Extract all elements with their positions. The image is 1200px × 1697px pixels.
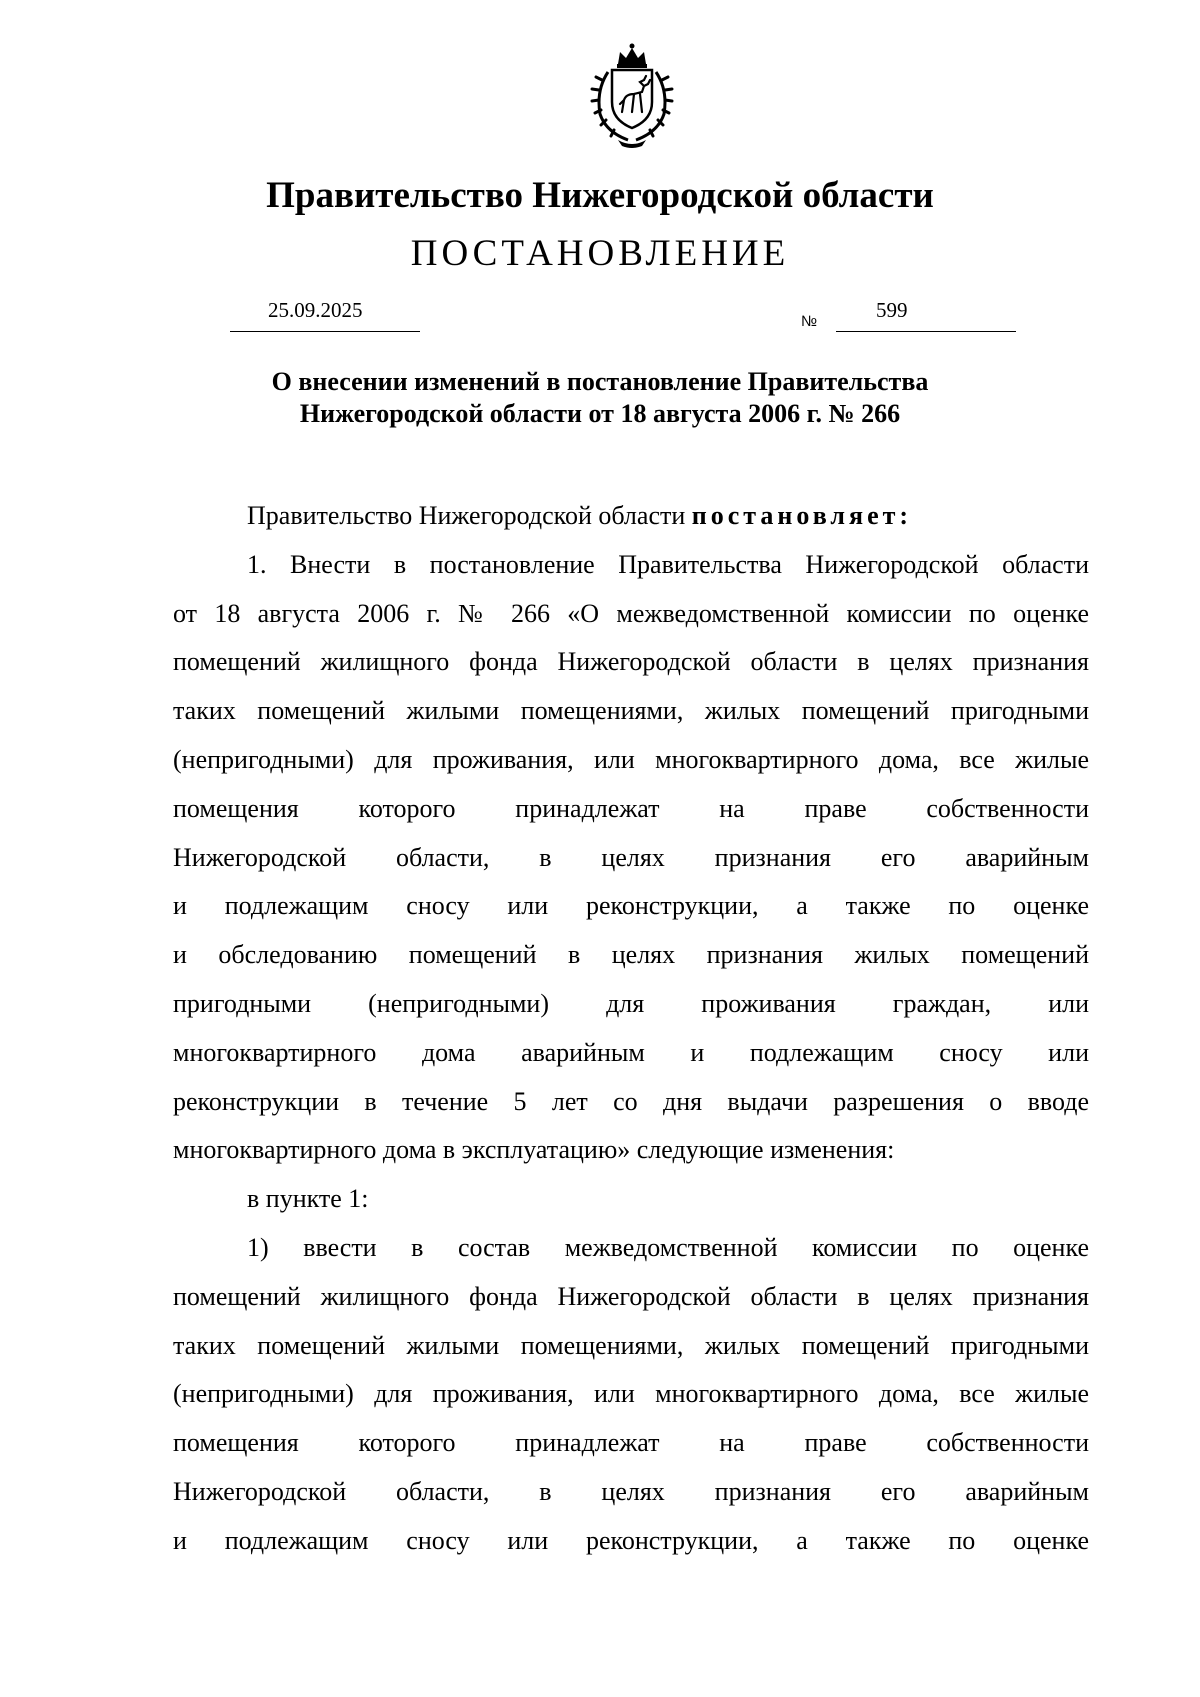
document-body: [173, 492, 1089, 1566]
body-line: таких помещений жилыми помещениями, жилых помещений пригодными: [173, 1330, 1089, 1360]
preamble: [173, 492, 1089, 541]
preamble-verb: постановляет:: [691, 501, 913, 530]
body-line: помещений жилищного фонда Нижегородской области в целях признания: [173, 1281, 1089, 1311]
body-line: (непригодными) для проживания, или многоквартирного дома, все жилые: [173, 1379, 1089, 1409]
document-date: 25.09.2025: [268, 298, 363, 322]
body-line: помещения которого принадлежат на праве собственности: [173, 1428, 1089, 1458]
coat-of-arms-icon: [578, 40, 686, 150]
body-line: 1. Внести в постановление Правительства Нижегородской области: [247, 549, 1089, 579]
body-line: помещения которого принадлежат на праве собственности: [173, 793, 1089, 823]
number-label: №: [801, 313, 818, 330]
body-line: и подлежащим сносу или реконструкции, а также по оценке: [173, 1525, 1089, 1555]
number-field: [836, 297, 1016, 332]
body-line: и подлежащим сносу или реконструкции, а также по оценке: [173, 891, 1089, 921]
body-line: реконструкции в течение 5 лет со дня выдачи разрешения о вводе: [173, 1086, 1089, 1116]
body-line: помещений жилищного фонда Нижегородской области в целях признания: [173, 647, 1089, 677]
body-line: таких помещений жилыми помещениями, жилых помещений пригодными: [173, 696, 1089, 726]
date-field: [230, 297, 420, 332]
body-line: (непригодными) для проживания, или многоквартирного дома, все жилые: [173, 744, 1089, 774]
body-line: многоквартирного дома в эксплуатацию» следующие изменения:: [173, 1135, 895, 1165]
body-line: пригодными (непригодными) для проживания граждан, или: [173, 988, 1089, 1018]
body-line: от 18 августа 2006 г. № 266 «О межведомственной комиссии по оценке: [173, 598, 1089, 628]
body-line: многоквартирного дома аварийным и подлежащим сносу или: [173, 1037, 1089, 1067]
document-type: ПОСТАНОВЛЕНИЕ: [410, 233, 790, 274]
body-line: Нижегородской области, в целях признания его аварийным: [173, 842, 1089, 872]
organization-name: Правительство Нижегородской области: [266, 175, 934, 216]
document-number: 599: [876, 298, 908, 322]
preamble-text: Правительство Нижегородской области: [247, 501, 692, 530]
body-line: и обследованию помещений в целях признания жилых помещений: [173, 940, 1089, 970]
title-line: Нижегородской области от 18 августа 2006 г. № 266: [299, 399, 901, 428]
title-line: О внесении изменений в постановление Правительства: [271, 367, 929, 396]
body-line: в пункте 1:: [247, 1184, 369, 1214]
body-line: Нижегородской области, в целях признания его аварийным: [173, 1476, 1089, 1506]
document-title: [0, 366, 1200, 430]
body-line: 1) ввести в состав межведомственной комиссии по оценке: [247, 1232, 1089, 1262]
